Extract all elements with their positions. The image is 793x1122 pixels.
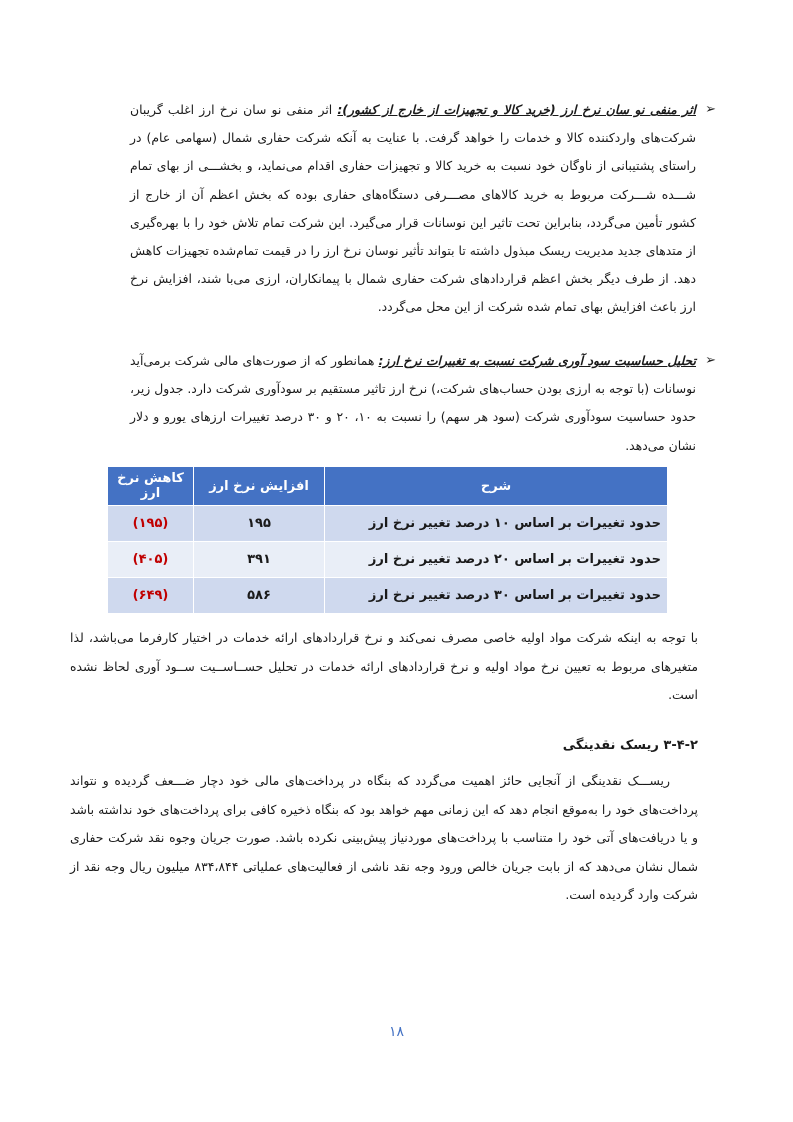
row-decrease: (۱۹۵) [108,506,194,542]
section-heading: ۳-۴-۲ ریسک نقدینگی [562,738,698,753]
page-number: ۱۸ [388,1024,405,1040]
bullet-body: اثر منفی نو سان نرخ ارز اغلب گریبان شرکت‌های واردکننده کالا و خدمات را خواهد گرفت. با عنایت به آنکه شرکت حفاری شمال (سهامی عام) در راستای پشتیبانی از ناوگان خود نسبت به خرید کالا و تجهیزات حفاری اقدام می‌نماید، و بخشـــی از بهای تمام شـــده شـــرکت مربوط به خرید کالاهای مصـــرفی دستگاه‌های حفاری بوده که بخش اعظم آن از خارج از کشور تأمین می‌گردد، بنابراین تحت تاثیر این نوسانات قرار می‌گیرد. این شرکت تمام تلاش خود را با بهره‌گیری از متدهای جدید مدیریت ریسک مبذول داشته تا بتواند تأثیر نوسان نرخ ارز را در قیمت تمام‌شده تجهیزات کاهش دهد. از طرف دیگر بخش اعظم قراردادهای شرکت حفاری شمال با پیمانکاران، ارزی می‌با شند، افزایش نرخ ارز باعث افزایش بهای تمام شده شرکت از این محل می‌گردد. [130,102,696,315]
bullet-heading: اثر منفی نو سان نرخ ارز (خرید کالا و تجهیزات از خارج از کشور): [337,102,696,117]
row-description: حدود تغییرات بر اساس ۳۰ درصد تغییر نرخ ارز [325,578,668,614]
note-paragraph: با توجه به اینکه شرکت مواد اولیه خاصی مصرف نمی‌کند و نرخ قراردادهای ارائه خدمات در اختیار کارفرما می‌باشد، لذا متغیرهای مربوط به تعیین نرخ مواد اولیه و نرخ قراردادهای ارائه خدمات در تحلیل حســاســیت ســود آوری لحاظ نشده است. [70,630,698,702]
row-description: حدود تغییرات بر اساس ۱۰ درصد تغییر نرخ ارز [325,506,668,542]
row-increase: ۱۹۵ [194,506,325,542]
header-description: شرح [325,467,668,506]
sensitivity-table [107,466,668,614]
table-row [108,578,668,614]
bullet-fx-negative-effect [130,96,716,322]
header-decrease: کاهش نرخ ارز [108,467,194,506]
bullet-body: همانطور که از صورت‌های مالی شرکت برمی‌آید نوسانات (با توجه به ارزی بودن حساب‌های شرکت،) نرخ ارز تاثیر مستقیم بر سودآوری شرکت دارد. جدول زیر، حدود حساسیت سودآوری شرکت (سود هر سهم) را نسبت به ۱۰، ۲۰ و ۳۰ درصد تغییرات ارزهای یورو و دلار نشان می‌دهد. [130,353,696,453]
arrow-bullet-icon: ➢ [705,102,716,117]
row-increase: ۳۹۱ [194,542,325,578]
table-row [108,506,668,542]
bullet-sensitivity-analysis [130,347,716,460]
row-decrease: (۶۴۹) [108,578,194,614]
row-increase: ۵۸۶ [194,578,325,614]
table-header-row [108,467,668,506]
arrow-bullet-icon: ➢ [705,353,716,368]
row-decrease: (۴۰۵) [108,542,194,578]
bullet-heading: تحلیل حساسیت سود آوری شرکت نسبت به تغییرات نرخ ارز: [378,353,696,368]
row-description: حدود تغییرات بر اساس ۲۰ درصد تغییر نرخ ارز [325,542,668,578]
header-increase: افزایش نرخ ارز [194,467,325,506]
table-row [108,542,668,578]
liquidity-risk-paragraph: ریســـک نقدینگی از آنجایی حائز اهمیت می‌گردد که بنگاه در پرداخت‌های مالی خود دچار ضـــعف گردیده و نتواند پرداخت‌های خود را به‌موقع انجام دهد که این زمانی مهم خواهد بود که بنگاه ذخیره کافی برای پرداخت‌های خود نداشته باشد و یا دریافت‌های آتی خود را متناسب با پرداخت‌های موردنیاز پیش‌بینی نکرده باشد. صورت جریان وجوه نقد شرکت حفاری شمال نشان می‌دهد که از بابت جریان خالص ورود وجه نقد ناشی از فعالیت‌های عملیاتی ۸۳۴،۸۴۴ میلیون ریال وجه نقد از شرکت وارد گردیده است. [70,773,698,902]
